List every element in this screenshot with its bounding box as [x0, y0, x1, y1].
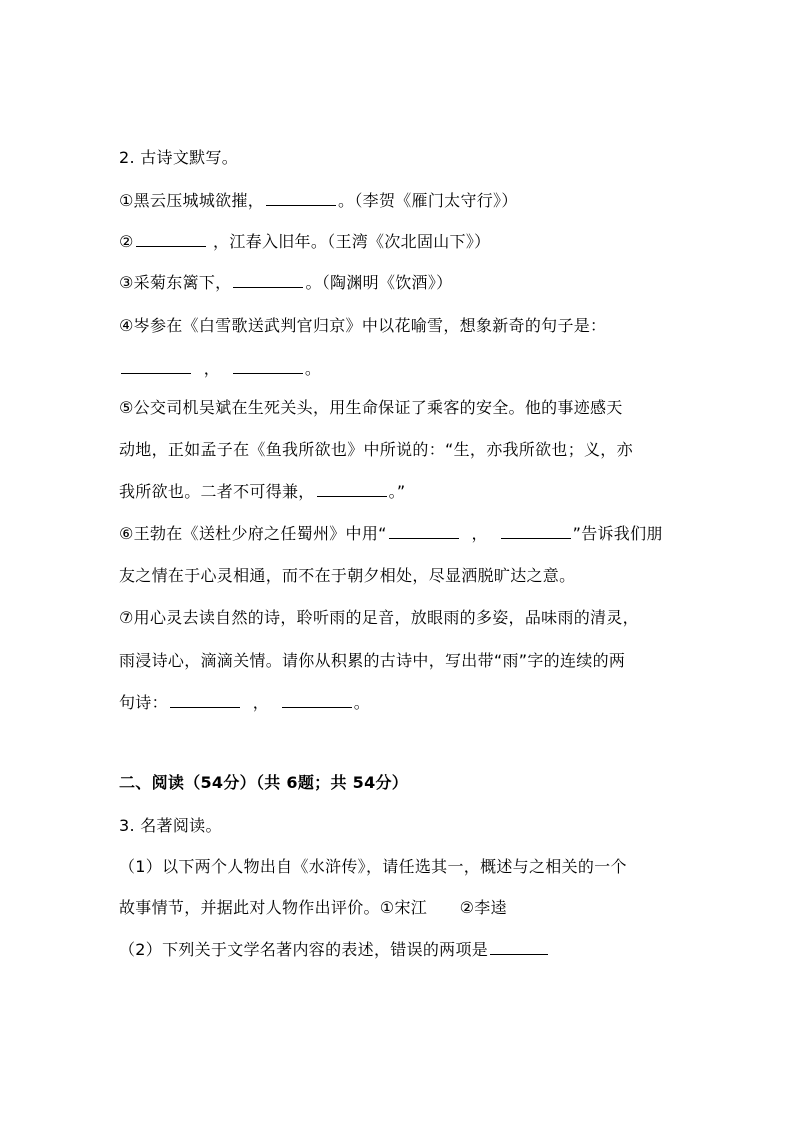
section-heading: 二、阅读（54分）（共 6题；共 54分）: [119, 773, 409, 792]
q2-line-12: 雨浸诗心，滴滴关情。请你从积累的古诗中，写出带“雨”字的连续的两: [119, 651, 626, 670]
answer-blank[interactable]: [317, 482, 387, 497]
q3-part-2-text: （2）下列关于文学名著内容的表述，错误的两项是: [119, 940, 489, 959]
answer-blank[interactable]: [170, 693, 240, 708]
q2-title: 2. 古诗文默写。: [119, 148, 239, 167]
q2-line-1: [119, 190, 518, 212]
q2-line-13-text-a: 句诗：: [119, 693, 168, 712]
answer-blank[interactable]: [136, 232, 206, 247]
answer-blank[interactable]: [501, 524, 571, 539]
q2-line-3-text-a: ③采菊东篱下，: [119, 273, 232, 292]
q3-part-2: [119, 939, 550, 961]
q3-title: 3. 名著阅读。: [119, 816, 222, 835]
q2-line-8-text-a: 我所欲也。二者不可得兼，: [119, 482, 315, 501]
q2-line-4: ④岑参在《白雪歌送武判官归京》中以花喻雪，想象新奇的句子是：: [119, 316, 607, 335]
q2-line-10: 友之情在于心灵相通，而不在于朝夕相处，尽显洒脱旷达之意。: [119, 566, 576, 585]
q2-line-1-text-a: ①黑云压城城欲摧，: [119, 191, 265, 210]
q2-line-6: ⑤公交司机吴斌在生死关头，用生命保证了乘客的安全。他的事迹感天: [119, 398, 623, 417]
q3-part-1-line-2: 故事情节，并据此对人物作出评价。①宋江 ②李逵: [119, 898, 507, 917]
answer-blank[interactable]: [121, 359, 191, 374]
q2-line-5-text-a: ，: [203, 359, 221, 378]
answer-blank[interactable]: [266, 191, 336, 206]
q2-line-5: [119, 358, 321, 380]
answer-blank[interactable]: [389, 524, 459, 539]
q2-line-9-text-c: ”告诉我们朋: [572, 524, 663, 543]
q3-part-1-line-1: （1）以下两个人物出自《水浒传》，请任选其一，概述与之相关的一个: [119, 857, 627, 876]
answer-blank[interactable]: [282, 693, 352, 708]
q2-line-13: [119, 692, 370, 714]
answer-blank[interactable]: [233, 359, 303, 374]
q2-line-8-text-b: 。”: [388, 482, 406, 501]
q2-line-9-text-a: ⑥王勃在《送杜少府之任蜀州》中用“: [119, 524, 387, 543]
q2-line-8: [119, 481, 406, 503]
q2-line-1-text-b: 。（李贺《雁门太守行》）: [338, 191, 518, 210]
q2-line-3-text-b: 。（陶渊明《饮酒》）: [305, 273, 453, 292]
answer-blank[interactable]: [233, 273, 303, 288]
q2-line-5-text-b: 。: [304, 359, 322, 378]
q2-line-13-text-b: ，: [252, 693, 269, 712]
q2-line-2-text-a: ②: [119, 232, 134, 251]
q2-line-7: 动地，正如孟子在《鱼我所欲也》中所说的：“生，亦我所欲也；义，亦: [119, 440, 633, 459]
q2-line-13-text-c: 。: [353, 693, 371, 712]
answer-blank[interactable]: [490, 940, 548, 955]
q2-line-2-text-b: ，江春入旧年。（王湾《次北固山下》）: [213, 232, 491, 251]
q2-line-11: ⑦用心灵去读自然的诗，聆听雨的足音，放眼雨的多姿，品味雨的清灵，: [119, 608, 639, 627]
q2-line-9-text-b: ，: [471, 524, 488, 543]
q2-line-9: [119, 523, 663, 545]
q2-line-3: [119, 272, 452, 294]
q2-line-2: [119, 231, 490, 253]
